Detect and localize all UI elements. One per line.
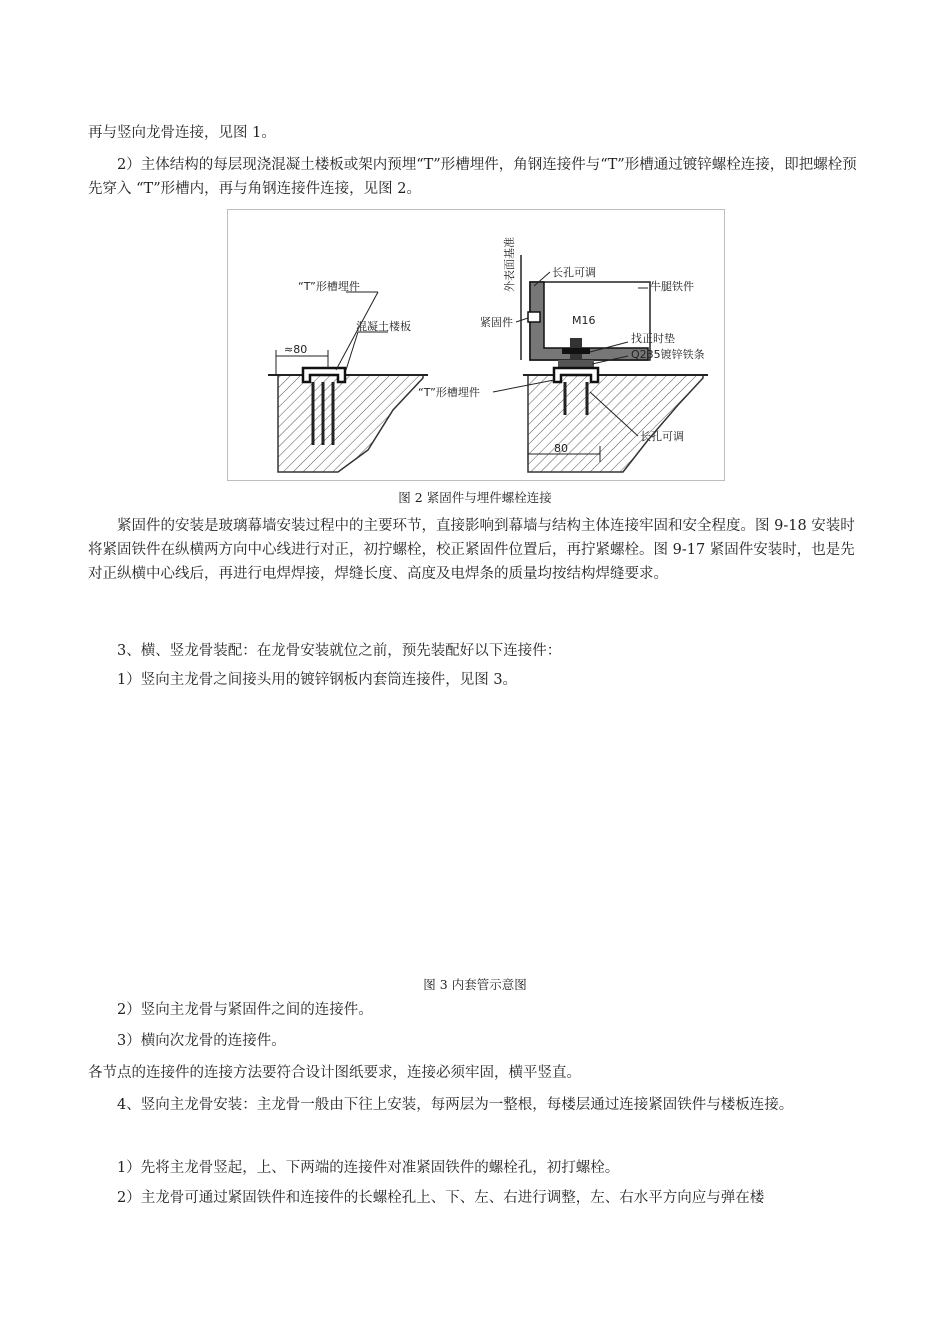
- paragraph-9: 4、竖向主龙骨安装：主龙骨一般由下往上安装，每两层为一整根，每楼层通过连接紧固铁件与楼板连接。: [117, 1097, 794, 1113]
- label-slot-adjust-bottom: 长孔可调: [640, 430, 684, 443]
- label-dim-right: 80: [554, 442, 568, 455]
- label-concrete-slab: 混凝土楼板: [356, 320, 411, 333]
- paragraph-2: 2）主体结构的每层现浇混凝土楼板或架内预埋“T”形槽埋件，角钢连接件与“T”形槽通过镀锌螺栓连接，即把螺栓预先穿入 “T”形槽内，再与角钢连接件连接，见图 2。: [88, 157, 857, 197]
- label-bracket: 牛腿铁件: [650, 280, 694, 293]
- paragraph-4: 3、横、竖龙骨装配：在龙骨安装就位之前，预先装配好以下连接件：: [117, 643, 562, 659]
- label-slot-adjust-top: 长孔可调: [552, 266, 596, 279]
- label-fastener: 紧固件: [480, 316, 513, 329]
- figure-3-caption: 图 3 内套管示意图: [423, 977, 527, 992]
- paragraph-3: 紧固件的安装是玻璃幕墙安装过程中的主要环节，直接影响到幕墙与结构主体连接牢固和安全程度。图 9-18 安装时将紧固铁件在纵横两方向中心线进行对正，初拧螺栓，校正紧固件位置后，再拧紧螺栓。图 9-17 紧固件安装时，也是先对正纵横中心线后，再进行电焊焊接，焊缝长度、高度及电焊条的质量均按结构焊缝要求。: [88, 518, 855, 582]
- left-slab-detail: [268, 292, 428, 472]
- paragraph-1: 再与竖向龙骨连接，见图 1。: [88, 125, 276, 141]
- paragraph-7: 3）横向次龙骨的连接件。: [117, 1033, 286, 1049]
- label-outer-surface: 外表面基准: [503, 237, 516, 292]
- label-dim-left: ≈80: [284, 343, 308, 356]
- paragraph-11: 2）主龙骨可通过紧固铁件和连接件的长螺栓孔上、下、左、右进行调整，左、右水平方向应与弹在楼: [117, 1190, 765, 1206]
- paragraph-5: 1）竖向主龙骨之间接头用的镀锌钢板内套筒连接件，见图 3。: [117, 672, 518, 688]
- paragraph-8: 各节点的连接件的连接方法要符合设计图纸要求，连接必须牢固，横平竖直。: [88, 1065, 581, 1081]
- figure-2-caption: 图 2 紧固件与埋件螺栓连接: [398, 490, 552, 505]
- label-strip: Q235镀锌铁条: [631, 348, 705, 361]
- label-bolt: M16: [572, 314, 596, 327]
- paragraph-6: 2）竖向主龙骨与紧固件之间的连接件。: [117, 1002, 373, 1018]
- paragraph-10: 1）先将主龙骨竖起，上、下两端的连接件对准紧固铁件的螺栓孔，初打螺栓。: [117, 1160, 620, 1176]
- figure-2-drawing: [227, 209, 725, 481]
- label-shim: 找正时垫: [631, 332, 675, 345]
- label-t-slot-right: “T”形槽埋件: [418, 386, 480, 399]
- fastener-drawing-svg: [228, 210, 724, 480]
- label-t-slot-left: “T”形槽埋件: [298, 280, 360, 293]
